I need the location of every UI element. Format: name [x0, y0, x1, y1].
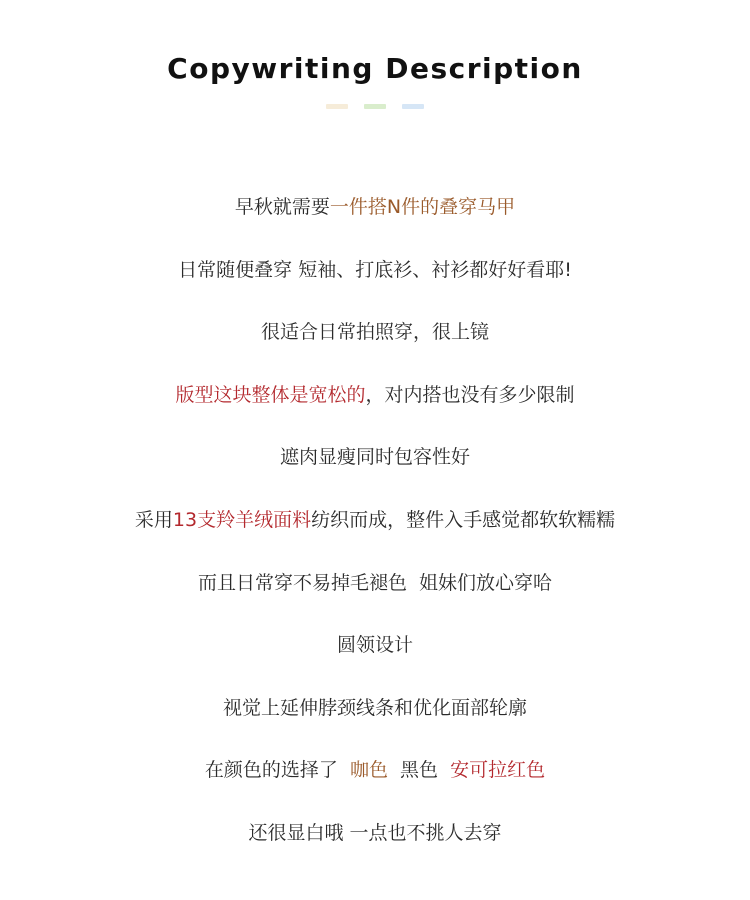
line-text: 早秋就需要	[234, 196, 330, 218]
line-text: 遮肉显瘦同时包容性好	[279, 446, 470, 469]
description-line	[0, 570, 750, 596]
divider-dash	[326, 104, 348, 109]
highlight-text: 安可拉红色	[450, 759, 546, 782]
description-line	[0, 194, 750, 220]
highlight-text: 一件搭N件的叠穿马甲	[329, 196, 516, 218]
description-line	[0, 695, 750, 721]
highlight-text: 咖色	[349, 759, 388, 782]
title-divider	[0, 104, 750, 109]
line-text: 在颜色的选择了	[204, 759, 350, 782]
highlight-text: 13支羚羊绒面料	[172, 509, 312, 531]
line-text: 黑色	[387, 759, 451, 782]
description-line	[0, 319, 750, 345]
description-line	[0, 757, 750, 783]
highlight-text: 版型这块整体是宽松的	[175, 383, 366, 406]
line-text: ，对内搭也没有多少限制	[365, 383, 575, 406]
description-line	[0, 444, 750, 470]
description-line	[0, 632, 750, 658]
page-title: Copywriting Description	[167, 52, 583, 85]
divider-dash	[402, 104, 424, 109]
line-text: 纺织而成，整件入手感觉都软软糯糯	[311, 509, 616, 531]
description-line	[0, 257, 750, 283]
line-text: 而且日常穿不易掉毛褪色 姐妹们放心穿哈	[197, 571, 553, 594]
line-text: 很适合日常拍照穿，很上镜	[260, 321, 489, 344]
description-line	[0, 382, 750, 408]
divider-dash	[364, 104, 386, 109]
description-line	[0, 507, 750, 533]
line-text: 采用	[134, 509, 173, 531]
line-text: 还很显白哦 一点也不挑人去穿	[248, 822, 502, 844]
line-text: 日常随便叠穿 短袖、打底衫、衬衫都好好看耶!	[178, 258, 572, 281]
line-text: 视觉上延伸脖颈线条和优化面部轮廓	[222, 696, 527, 719]
line-text: 圆领设计	[336, 634, 413, 657]
description-line	[0, 820, 750, 846]
